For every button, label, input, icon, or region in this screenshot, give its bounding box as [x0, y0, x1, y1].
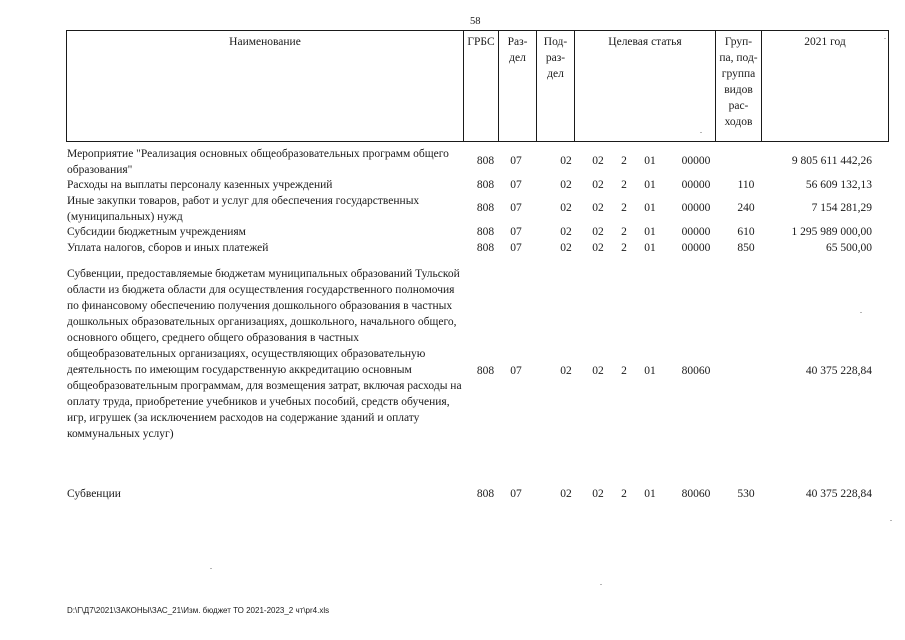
row-grbs: 808 — [476, 242, 495, 254]
row-razdel: 07 — [510, 155, 522, 167]
row-target-article-type: 2 — [621, 226, 627, 238]
row-name: Уплата налогов, сборов и иных платежей — [67, 242, 269, 254]
row-name: Субвенции — [67, 488, 121, 500]
column-header-podrazdel: Под- раз- дел — [537, 31, 575, 142]
row-amount: 9 805 611 442,26 — [791, 155, 872, 167]
row-podrazdel: 02 — [560, 488, 572, 500]
row-target-article-code: 00000 — [681, 242, 711, 254]
row-amount: 7 154 281,29 — [811, 202, 872, 214]
row-amount: 40 375 228,84 — [805, 488, 872, 500]
row-target-article-program: 02 — [592, 202, 604, 214]
row-expense-group: 610 — [737, 226, 755, 238]
row-target-article-event: 01 — [644, 179, 656, 191]
row-grbs: 808 — [476, 202, 495, 214]
row-razdel: 07 — [510, 202, 522, 214]
scan-speck — [860, 312, 862, 313]
row-grbs: 808 — [476, 155, 495, 167]
file-path-footer: D:\Г\Д7\2021\ЗАКОНЫ\ЗАС_21\Изм. бюджет ТО 2021-2023_2 чт\pr4.xls — [67, 606, 330, 615]
row-target-article-event: 01 — [644, 202, 656, 214]
table-header — [66, 30, 889, 142]
scan-speck — [700, 132, 702, 133]
row-target-article-program: 02 — [592, 488, 604, 500]
row-grbs: 808 — [476, 488, 495, 500]
row-razdel: 07 — [510, 226, 522, 238]
row-target-article-code: 00000 — [681, 202, 711, 214]
row-target-article-type: 2 — [621, 242, 627, 254]
row-name: Расходы на выплаты персоналу казенных учреждений — [67, 179, 333, 191]
row-target-article-type: 2 — [621, 155, 627, 167]
row-podrazdel: 02 — [560, 365, 572, 377]
scan-speck — [884, 38, 886, 39]
row-amount: 56 609 132,13 — [805, 179, 872, 191]
row-target-article-code: 80060 — [681, 488, 711, 500]
row-target-article-program: 02 — [592, 155, 604, 167]
scan-speck — [210, 568, 212, 569]
row-target-article-program: 02 — [592, 179, 604, 191]
row-target-article-type: 2 — [621, 202, 627, 214]
row-target-article-event: 01 — [644, 488, 656, 500]
row-target-article-code: 00000 — [681, 179, 711, 191]
row-amount: 40 375 228,84 — [805, 365, 872, 377]
row-razdel: 07 — [510, 365, 522, 377]
row-razdel: 07 — [510, 179, 522, 191]
row-podrazdel: 02 — [560, 179, 572, 191]
row-expense-group: 530 — [737, 488, 755, 500]
row-target-article-code: 80060 — [681, 365, 711, 377]
row-expense-group: 850 — [737, 242, 755, 254]
row-name: Мероприятие "Реализация основных общеобразовательных программ общего образования" — [67, 148, 449, 176]
row-razdel: 07 — [510, 488, 522, 500]
row-podrazdel: 02 — [560, 155, 572, 167]
row-amount: 65 500,00 — [826, 242, 872, 254]
column-header-razdel: Раз- дел — [499, 31, 537, 142]
row-podrazdel: 02 — [560, 202, 572, 214]
page-number: 58 — [470, 16, 481, 27]
row-target-article-code: 00000 — [681, 155, 711, 167]
column-header-year: 2021 год — [762, 31, 889, 142]
row-target-article-type: 2 — [621, 365, 627, 377]
row-grbs: 808 — [476, 365, 495, 377]
column-header-expense-group: Груп- па, под- группа видов рас- ходов — [716, 31, 762, 142]
row-grbs: 808 — [476, 179, 495, 191]
row-expense-group: 110 — [737, 179, 755, 191]
scan-speck — [890, 520, 892, 521]
row-name: Субсидии бюджетным учреждениям — [67, 226, 246, 238]
row-target-article-program: 02 — [592, 242, 604, 254]
row-target-article-event: 01 — [644, 155, 656, 167]
scan-speck — [600, 584, 602, 585]
row-name: Субвенции, предоставляемые бюджетам муниципальных образований Тульской области из бюджета области для осуществления государственного полномочия по финансовому обеспечению получения дошкольного образования в частных дошкольных образовательных организациях, дошкольного, начального общего, основного общего, среднего общего образования в частных общеобразовательных организациях, осуществляющих образовательную деятельность по имеющим государственную аккредитацию основным общеобразовательным программам, для возмещения затрат, включая расходы на оплату труда, приобретение учебников и учебных пособий, средств обучения, игр, игрушек (за исключением расходов на содержание зданий и оплату коммунальных услуг) — [67, 268, 462, 440]
row-target-article-event: 01 — [644, 226, 656, 238]
row-expense-group: 240 — [737, 202, 755, 214]
row-target-article-program: 02 — [592, 365, 604, 377]
column-header-target-article: Целевая статья — [575, 31, 716, 142]
row-amount: 1 295 989 000,00 — [791, 226, 872, 238]
column-header-grbs: ГРБС — [464, 31, 499, 142]
row-name: Иные закупки товаров, работ и услуг для обеспечения государственных (муниципальных) нужд — [67, 195, 420, 223]
row-target-article-type: 2 — [621, 488, 627, 500]
row-razdel: 07 — [510, 242, 522, 254]
row-target-article-code: 00000 — [681, 226, 711, 238]
row-target-article-program: 02 — [592, 226, 604, 238]
row-podrazdel: 02 — [560, 242, 572, 254]
row-target-article-event: 01 — [644, 365, 656, 377]
row-target-article-event: 01 — [644, 242, 656, 254]
row-podrazdel: 02 — [560, 226, 572, 238]
row-grbs: 808 — [476, 226, 495, 238]
row-target-article-type: 2 — [621, 179, 627, 191]
column-header-name: Наименование — [67, 31, 464, 142]
